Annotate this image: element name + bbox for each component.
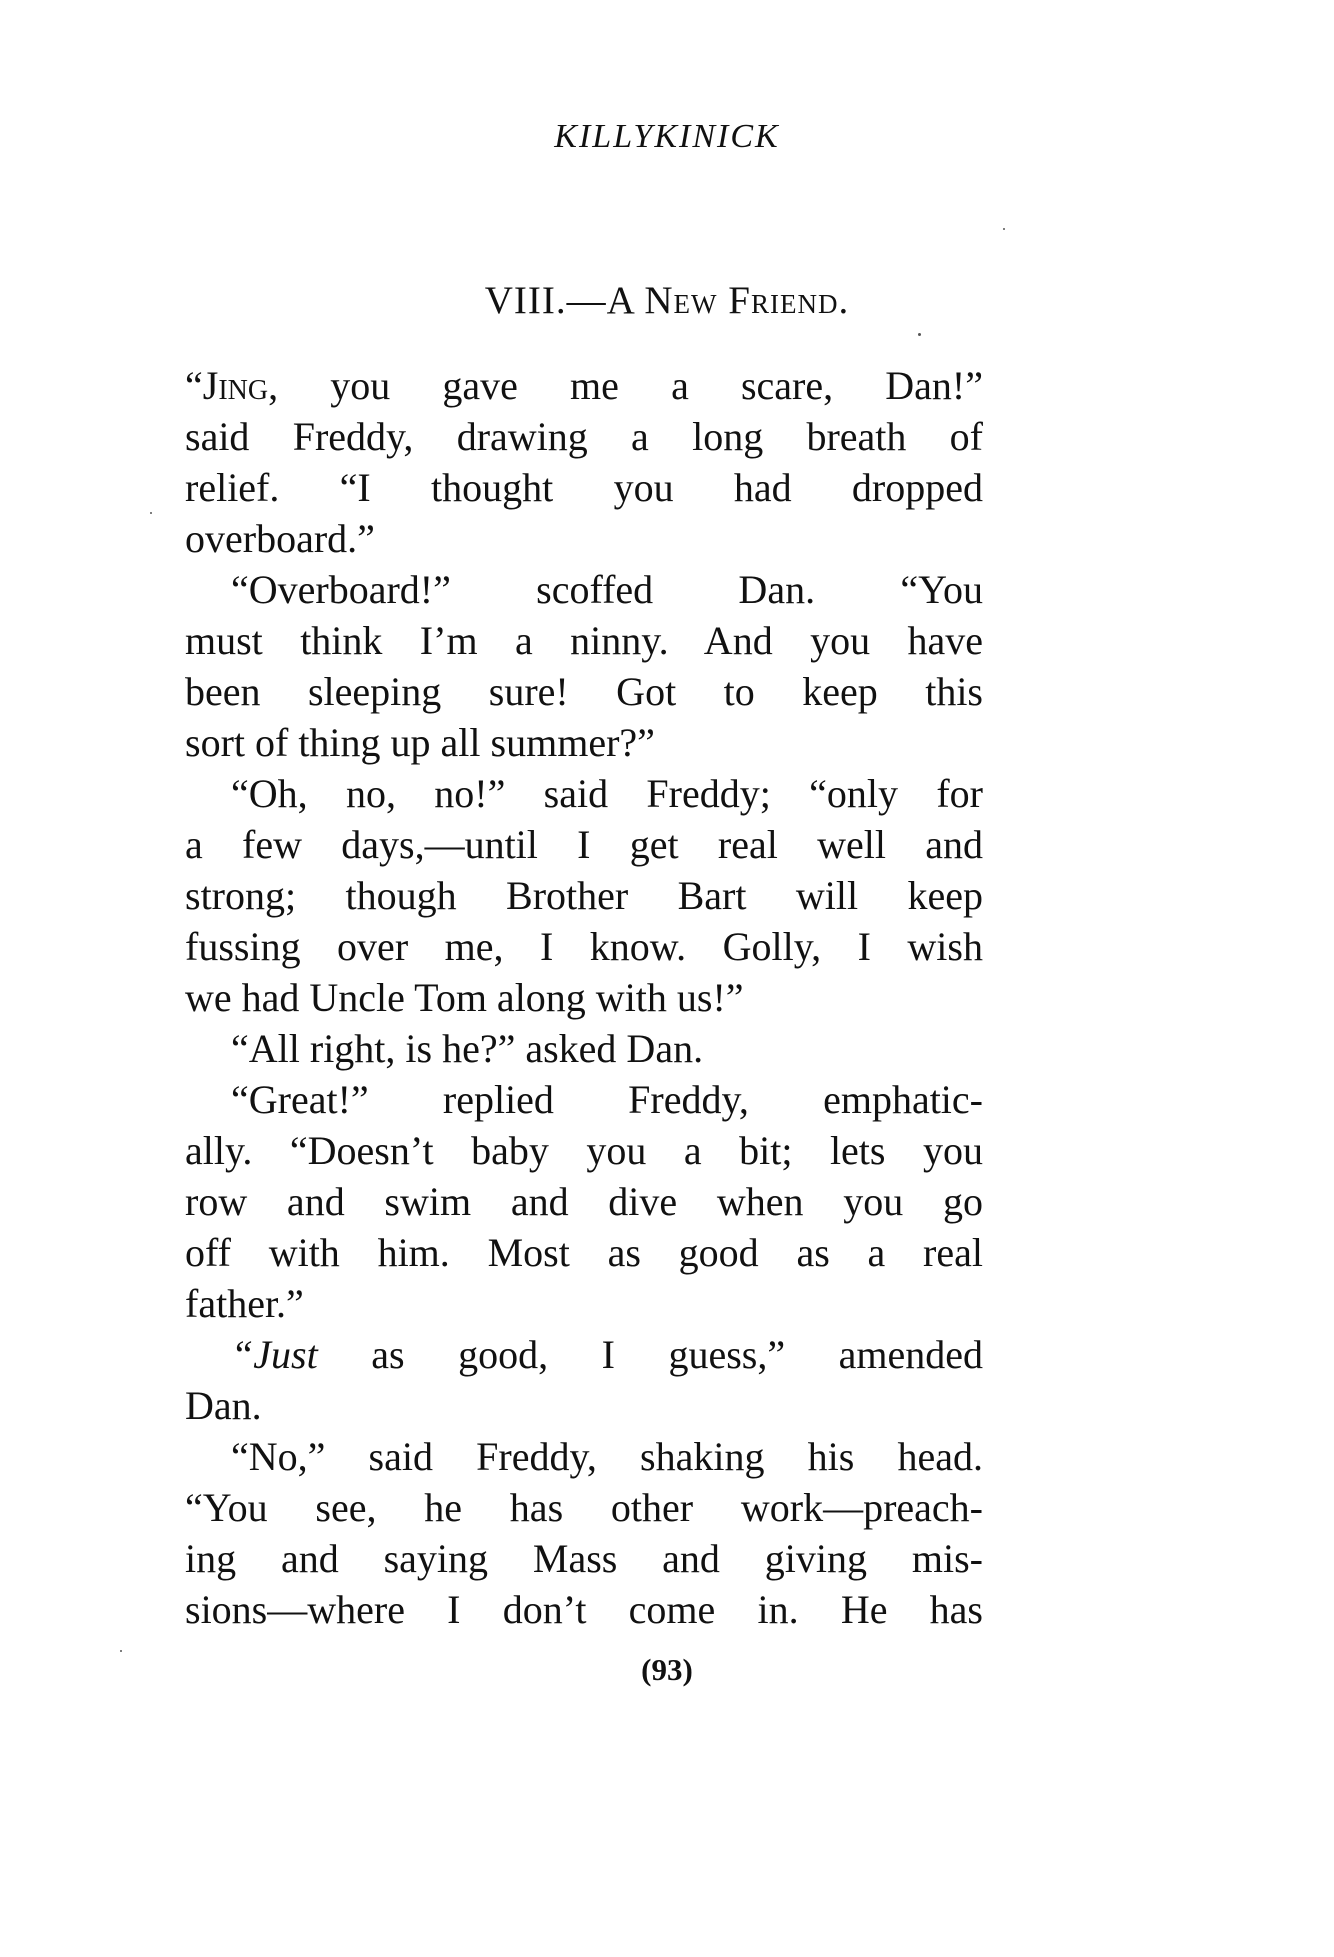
text-line: off with him. Most as good as a real xyxy=(185,1230,983,1275)
text-line: “Overboard!” scoffed Dan. “You xyxy=(231,567,983,612)
text-line: “All right, is he?” asked Dan. xyxy=(231,1026,704,1071)
running-head: KILLYKINICK xyxy=(554,118,780,155)
page-number: (93) xyxy=(641,1652,693,1687)
paper-speck xyxy=(150,512,152,514)
text-line: been sleeping sure! Got to keep this xyxy=(185,669,983,714)
drop-word: “Jing, xyxy=(185,363,279,408)
text-line: sions—where I don’t come in. He has xyxy=(185,1587,983,1632)
chapter-title-word-1: New xyxy=(644,279,718,322)
text-line: ally. “Doesn’t baby you a bit; lets you xyxy=(185,1128,983,1173)
text-line: must think I’m a ninny. And you have xyxy=(185,618,983,663)
text-line: sort of thing up all summer?” xyxy=(185,720,655,765)
chapter-title-word-2: Friend. xyxy=(728,279,850,322)
body-text xyxy=(185,360,983,1635)
text-line: said Freddy, drawing a long breath of xyxy=(185,414,983,459)
chapter-title xyxy=(0,278,1334,323)
paper-speck xyxy=(120,1650,122,1652)
text-line: overboard.” xyxy=(185,516,375,561)
text-line: “Oh, no, no!” said Freddy; “only for xyxy=(231,771,983,816)
text-line: row and swim and dive when you go xyxy=(185,1179,983,1224)
text-line: a few days,—until I get real well and xyxy=(185,822,983,867)
paper-speck xyxy=(1003,228,1005,230)
emphasis-word: “Just xyxy=(231,1332,318,1377)
text-line: “Great!” replied Freddy, emphatic- xyxy=(231,1077,983,1122)
chapter-number: VIII.—A xyxy=(484,279,645,322)
text-line: “Jing, you gave me a scare, Dan!” xyxy=(185,363,983,408)
text-line: “Just as good, I guess,” amended xyxy=(231,1332,983,1377)
text-line: father.” xyxy=(185,1281,304,1326)
text-line: Dan. xyxy=(185,1383,262,1428)
text-line: “No,” said Freddy, shaking his head. xyxy=(231,1434,983,1479)
text-line: strong; though Brother Bart will keep xyxy=(185,873,983,918)
text-line: ing and saying Mass and giving mis- xyxy=(185,1536,983,1581)
text-line: we had Uncle Tom along with us!” xyxy=(185,975,744,1020)
text-line: fussing over me, I know. Golly, I wish xyxy=(185,924,983,969)
text-line: “You see, he has other work—preach- xyxy=(185,1485,983,1530)
text-line: relief. “I thought you had dropped xyxy=(185,465,983,510)
paper-speck xyxy=(918,333,921,336)
